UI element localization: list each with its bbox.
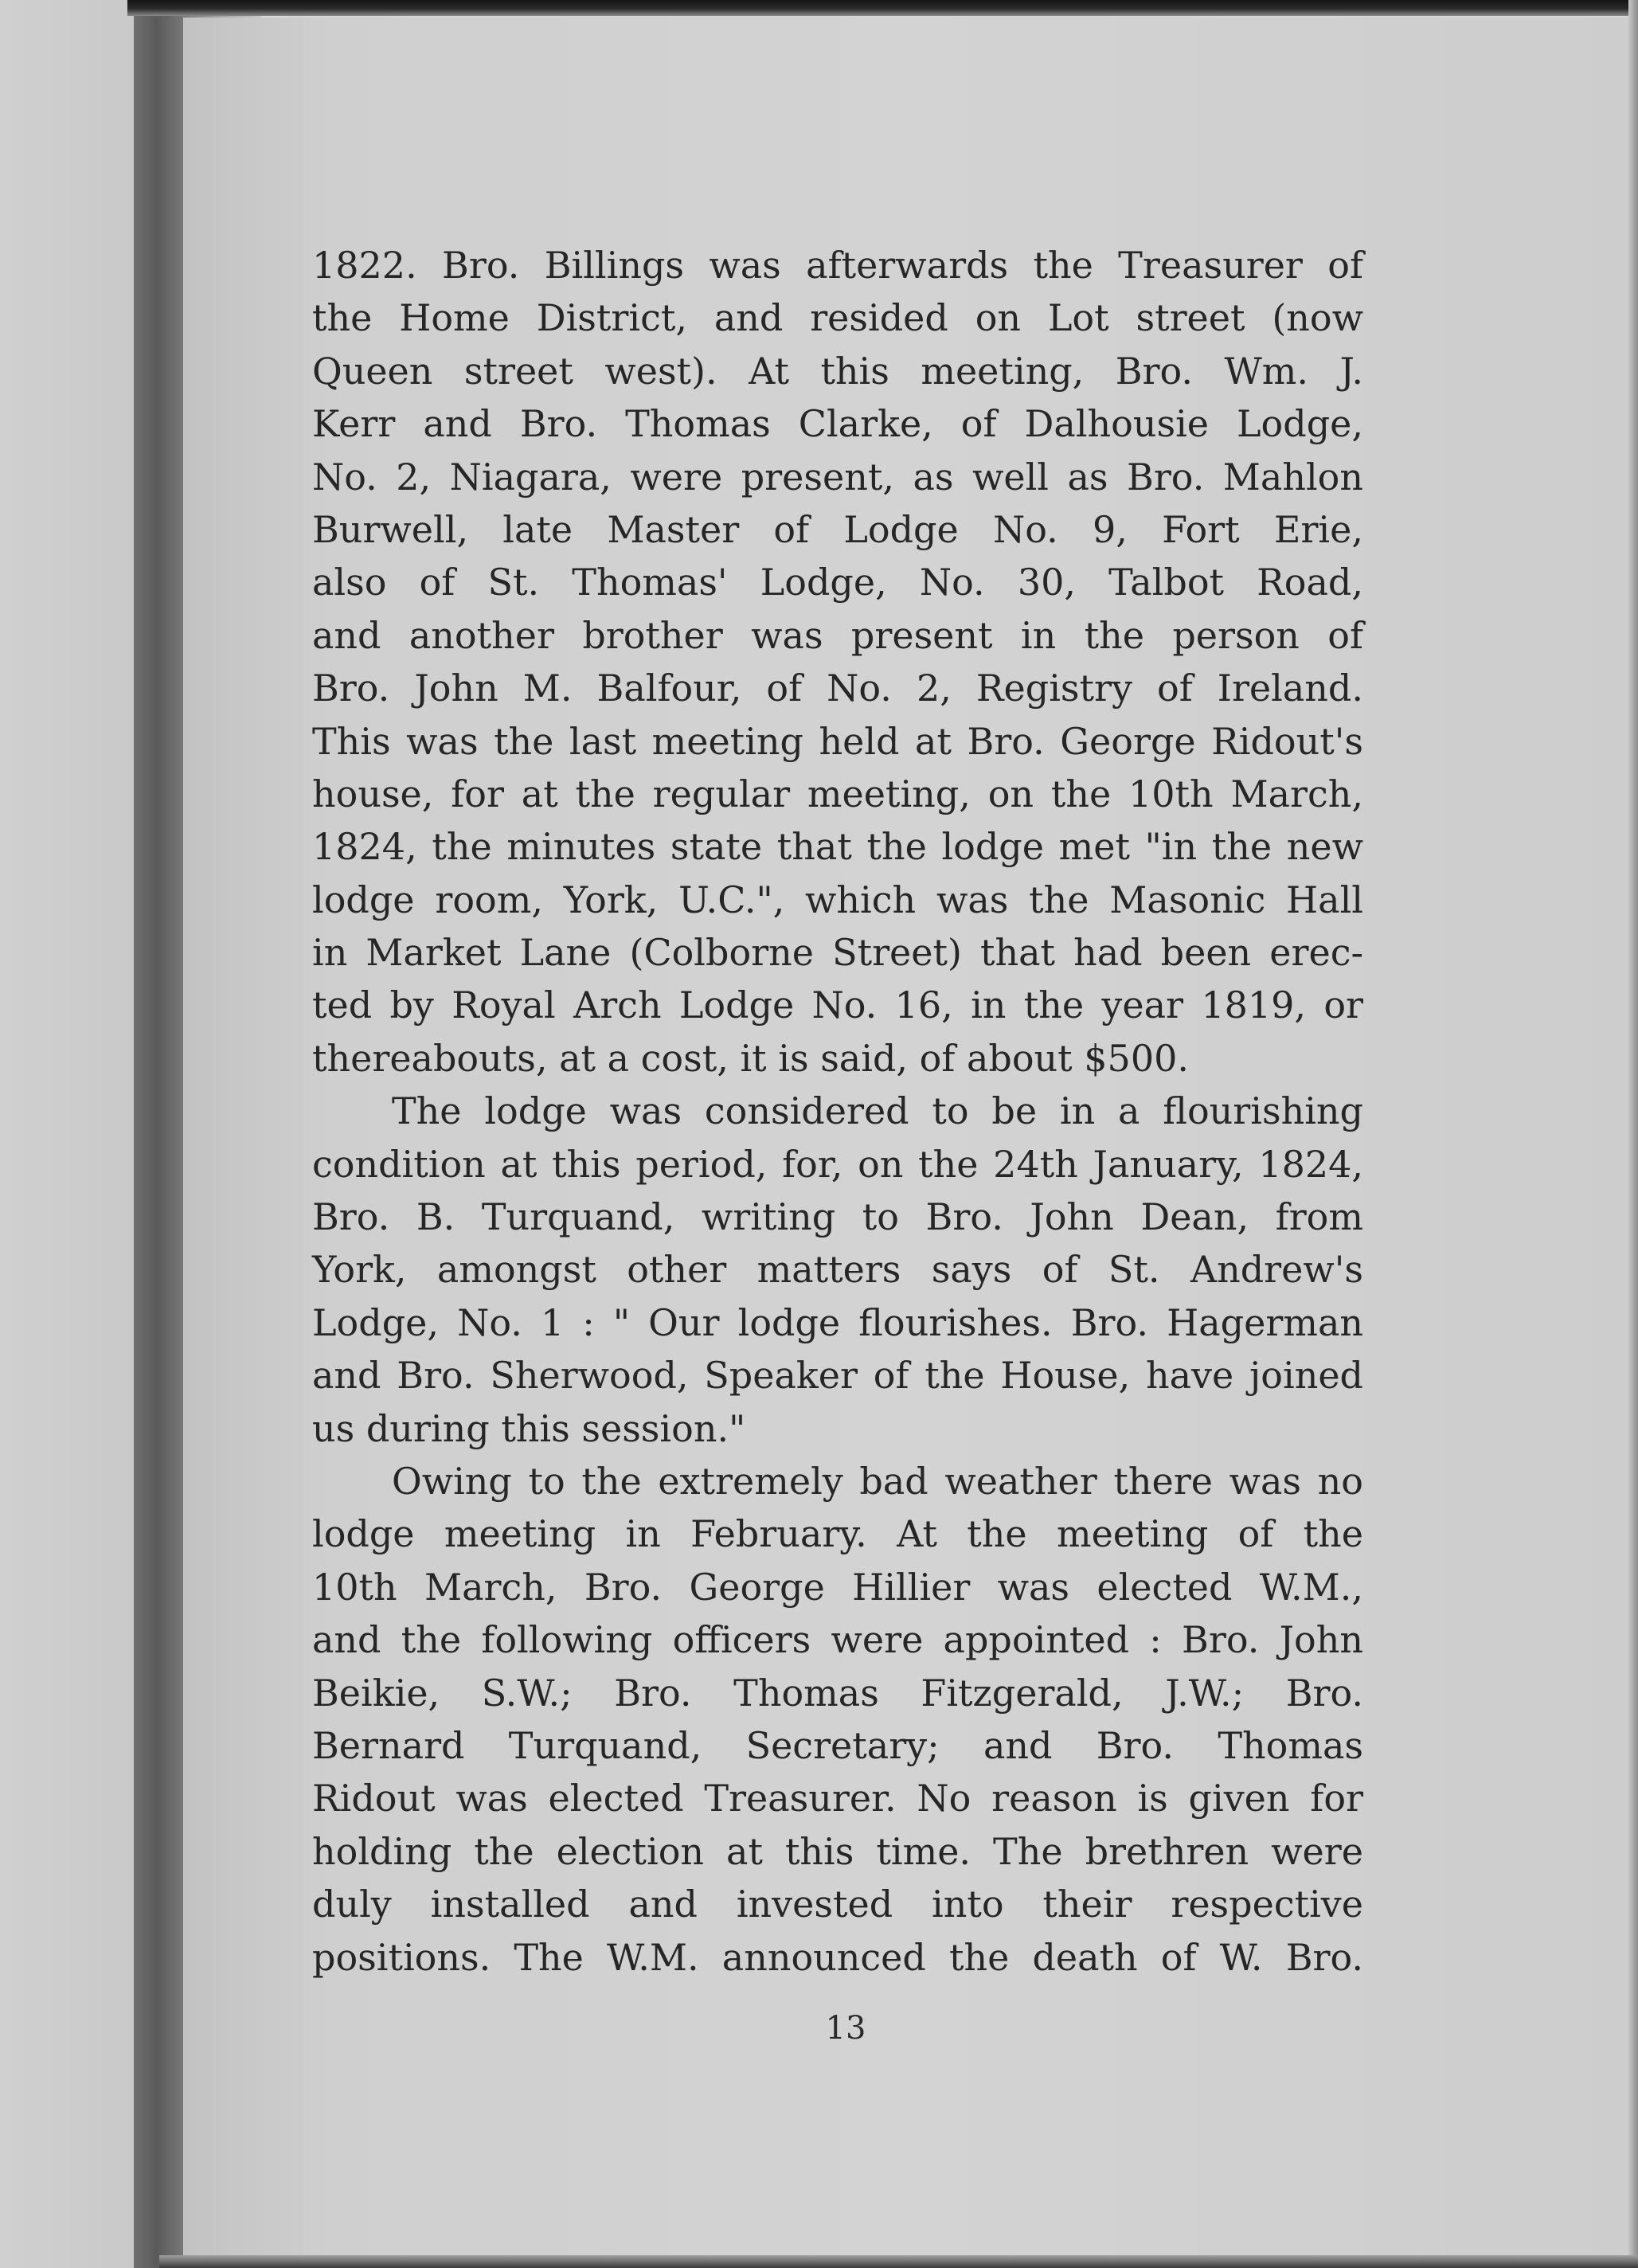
text-line: and another brother was present in the person of: [312, 613, 1363, 657]
text-line: ted by Royal Arch Lodge No. 16, in the year 1819, or: [312, 983, 1363, 1027]
text-line: duly installed and invested into their respective: [312, 1883, 1363, 1926]
text-line: in Market Lane (Colborne Street) that had been erec-: [312, 931, 1363, 975]
text-line: Ridout was elected Treasurer. No reason is given for: [312, 1777, 1363, 1820]
text-line: Queen street west). At this meeting, Bro. Wm. J.: [312, 349, 1363, 393]
page-bottom-edge: [159, 2255, 1638, 2268]
text-line: and Bro. Sherwood, Speaker of the House, have joined: [312, 1354, 1363, 1398]
text-line: us during this session.": [312, 1406, 746, 1450]
text-line: This was the last meeting held at Bro. George Ridout's: [312, 719, 1363, 763]
paragraph-first-line: The lodge was considered to be in a flourishing: [392, 1089, 1363, 1133]
text-line: and the following officers were appointed : Bro. John: [312, 1618, 1363, 1662]
body-text: [312, 239, 1363, 1984]
text-line: thereabouts, at a cost, it is said, of about $500.: [312, 1036, 1189, 1080]
text-line: Lodge, No. 1 : " Our lodge flourishes. Bro. Hagerman: [312, 1300, 1363, 1344]
text-line: lodge room, York, U.C.", which was the Masonic Hall: [312, 878, 1363, 921]
text-line: Bernard Turquand, Secretary; and Bro. Thomas: [312, 1723, 1363, 1767]
text-line: condition at this period, for, on the 24th January, 1824,: [312, 1142, 1363, 1186]
text-line: Burwell, late Master of Lodge No. 9, Fort Erie,: [312, 507, 1363, 551]
paragraph-first-line: Owing to the extremely bad weather there was no: [392, 1459, 1363, 1503]
text-line: York, amongst other matters says of St. Andrew's: [312, 1248, 1363, 1292]
text-line: 10th March, Bro. George Hillier was elected W.M.,: [312, 1565, 1363, 1609]
text-line: Bro. John M. Balfour, of No. 2, Registry of Ireland.: [312, 667, 1363, 710]
page-right-edge: [1628, 0, 1638, 2268]
text-line: Bro. B. Turquand, writing to Bro. John Dean, from: [312, 1195, 1363, 1239]
text-line: positions. The W.M. announced the death of W. Bro.: [312, 1935, 1363, 1979]
text-line: also of St. Thomas' Lodge, No. 30, Talbot Road,: [312, 561, 1363, 604]
text-line: the Home District, and resided on Lot street (now: [312, 296, 1363, 340]
text-line: Kerr and Bro. Thomas Clarke, of Dalhousie Lodge,: [312, 402, 1363, 446]
page-number: 13: [825, 2010, 866, 2047]
text-line: 1822. Bro. Billings was afterwards the Treasurer of: [312, 244, 1363, 287]
text-line: house, for at the regular meeting, on the 10th March,: [312, 772, 1363, 815]
text-line: Beikie, S.W.; Bro. Thomas Fitzgerald, J.W.; Bro.: [312, 1671, 1363, 1715]
text-line: No. 2, Niagara, were present, as well as Bro. Mahlon: [312, 455, 1363, 499]
page-top-edge: [127, 0, 1638, 16]
text-line: holding the election at this time. The brethren were: [312, 1829, 1363, 1873]
facing-page-edge: [0, 0, 134, 2268]
text-line: 1824, the minutes state that the lodge met "in the new: [312, 825, 1363, 869]
text-line: lodge meeting in February. At the meeting of the: [312, 1512, 1363, 1556]
